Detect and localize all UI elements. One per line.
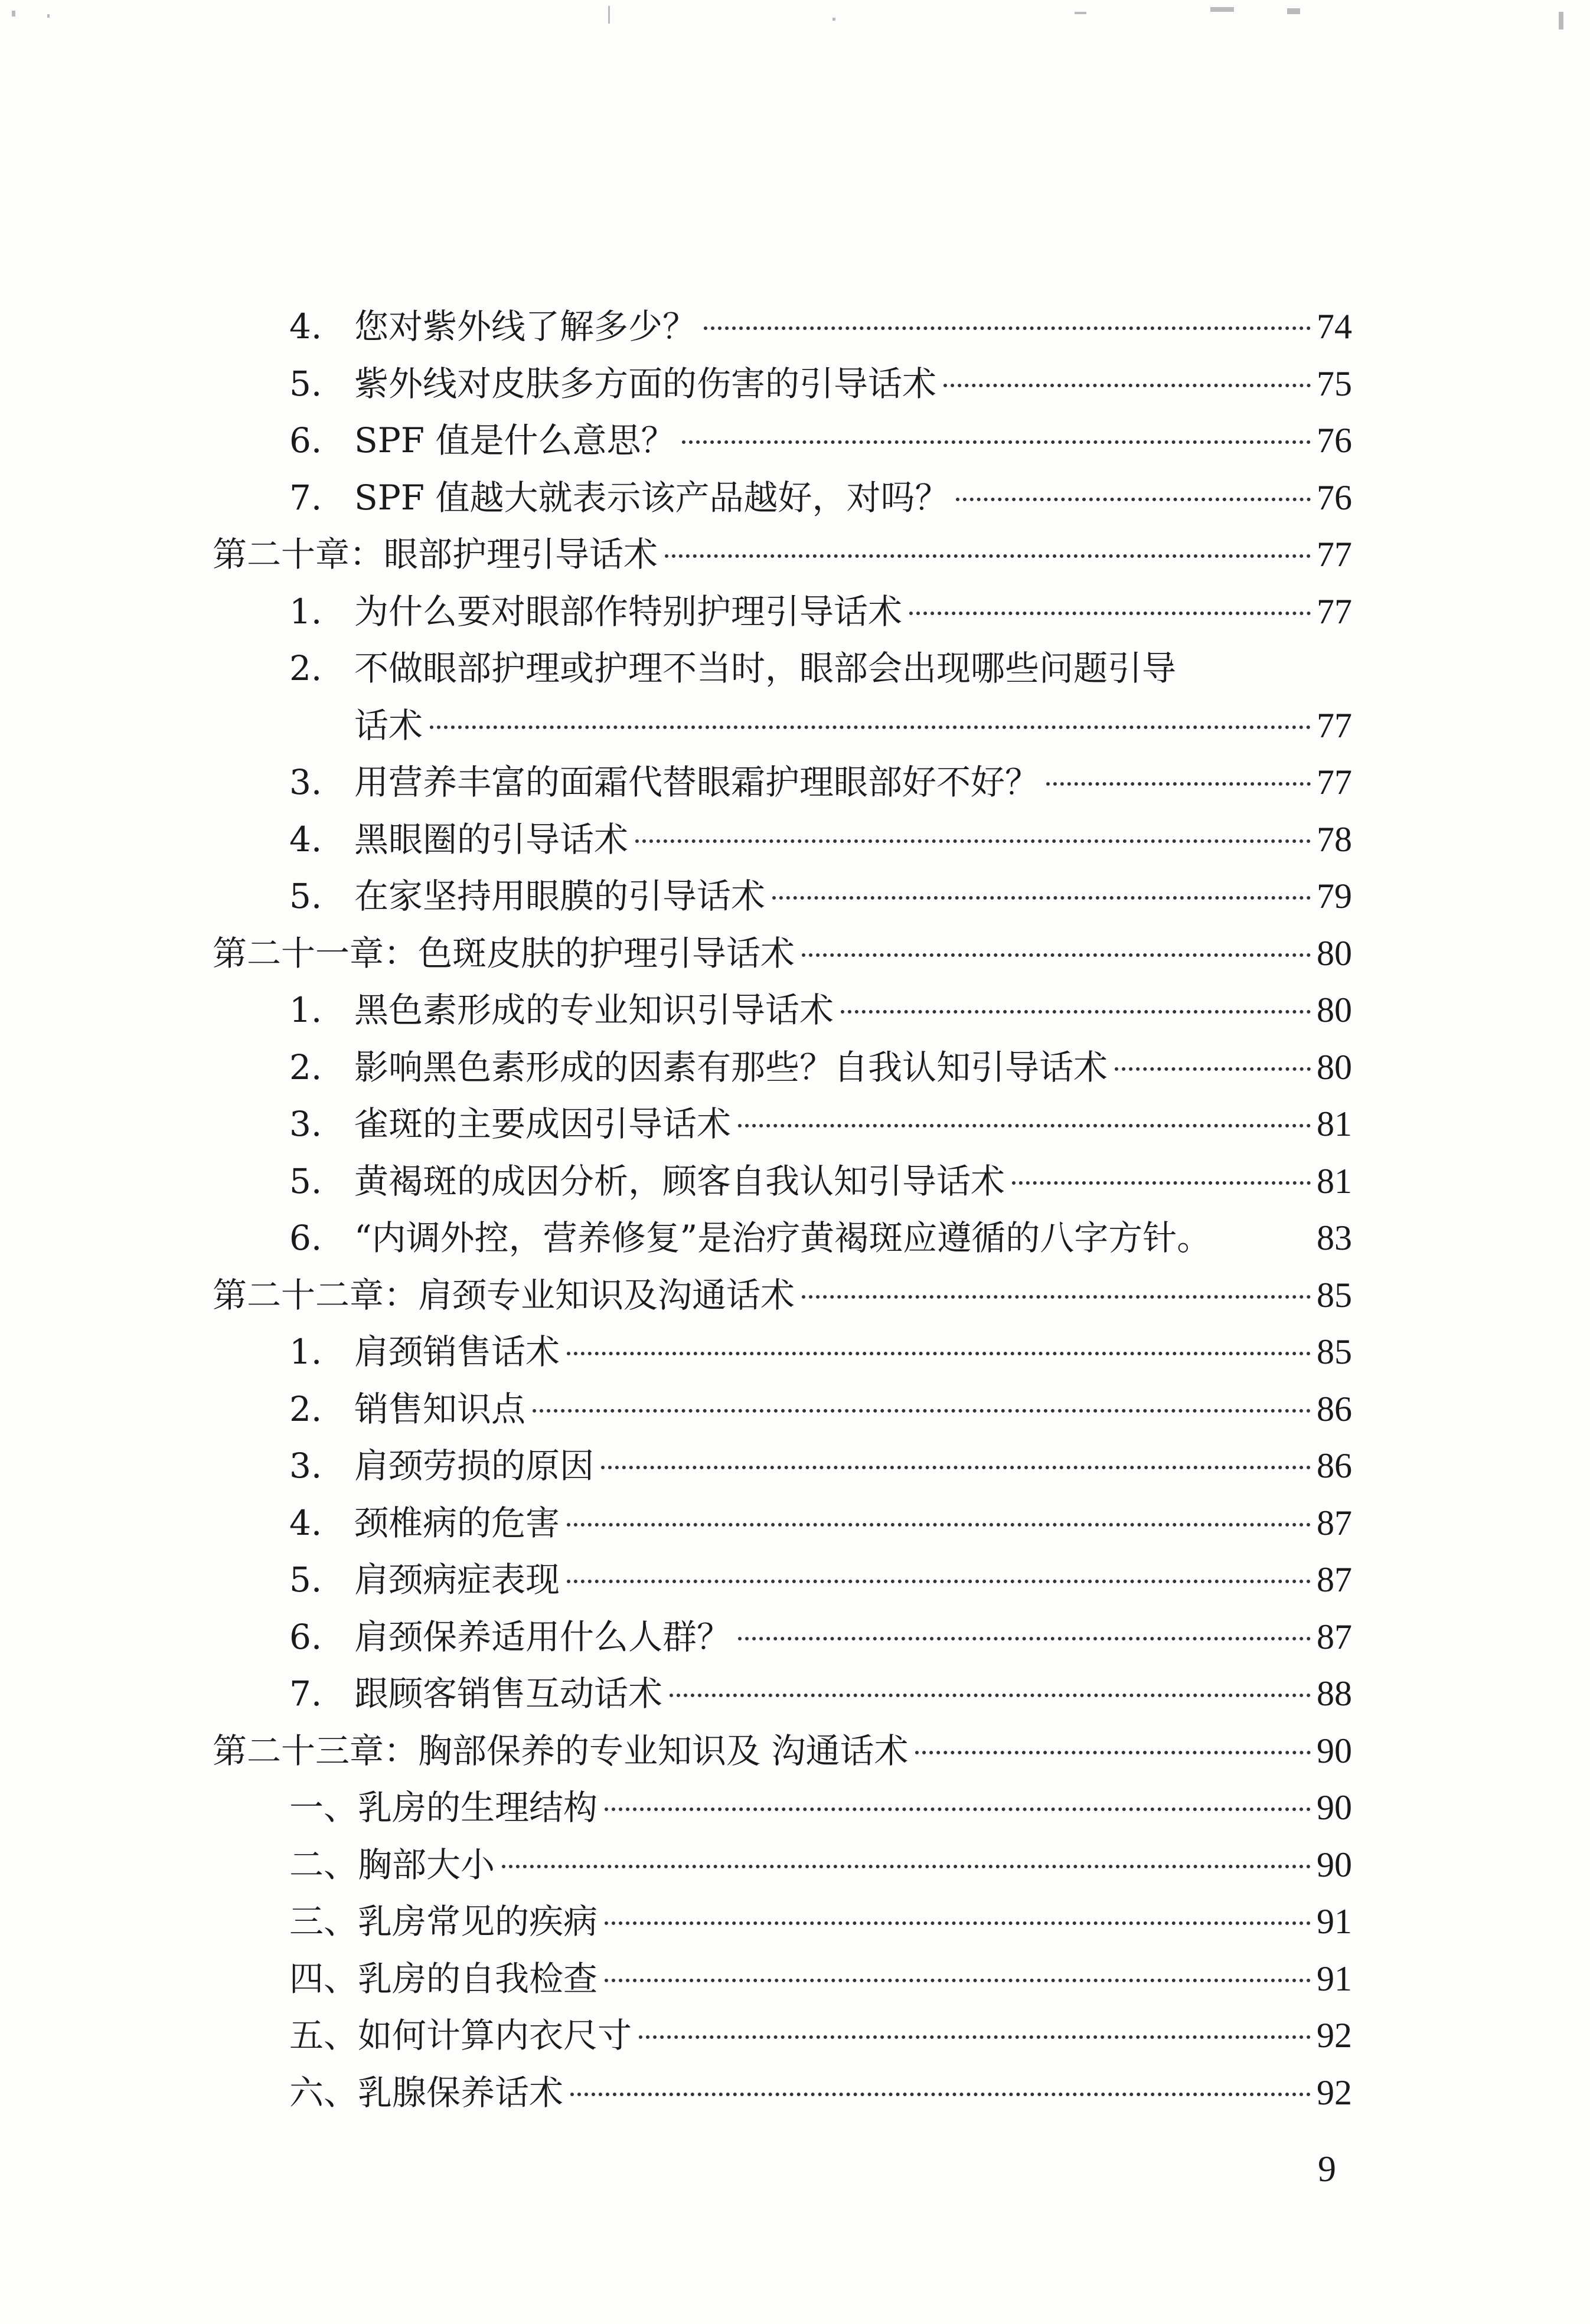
dot-leader xyxy=(841,1010,1311,1014)
dot-leader xyxy=(567,1523,1311,1527)
toc-page-number: 81 xyxy=(1317,1161,1352,1201)
toc-entry-title: 六、乳腺保养话术 xyxy=(289,2072,564,2113)
toc-page-number: 92 xyxy=(1317,2016,1352,2055)
toc-page-number: 91 xyxy=(1317,1959,1352,1998)
dot-leader xyxy=(738,1637,1311,1640)
toc-chapter[interactable] xyxy=(213,1267,1352,1324)
toc-page-number: 75 xyxy=(1317,364,1352,403)
toc-entry[interactable] xyxy=(213,2007,1352,2064)
toc-entry[interactable] xyxy=(213,412,1352,469)
toc-entry[interactable] xyxy=(213,298,1352,355)
toc-entry-title: 第二十二章：肩颈专业知识及沟通话术 xyxy=(213,1274,795,1315)
toc-page-number: 80 xyxy=(1317,991,1352,1029)
toc-entry-title: 第二十三章：胸部保养的专业知识及 沟通话术 xyxy=(213,1730,909,1771)
toc-entry-number: 5. xyxy=(289,1560,322,1600)
toc-entry[interactable] xyxy=(213,469,1352,527)
toc-entry-title: 跟顾客销售互动话术 xyxy=(354,1673,663,1714)
dot-leader xyxy=(1012,1181,1311,1185)
toc-entry[interactable] xyxy=(213,1210,1352,1267)
dot-leader xyxy=(670,1694,1311,1697)
dot-leader xyxy=(682,440,1311,444)
dot-leader xyxy=(772,896,1311,900)
toc-entry-number: 5. xyxy=(289,363,322,404)
toc-entry-number: 1. xyxy=(289,591,322,632)
toc-page-number: 86 xyxy=(1317,1446,1352,1485)
toc-entry-number: 5. xyxy=(289,876,322,916)
toc-entry-title: 黄褐斑的成因分析，顾客自我认知引导话术 xyxy=(354,1161,1005,1201)
toc-entry[interactable] xyxy=(213,1437,1352,1495)
dot-leader xyxy=(802,1295,1311,1299)
toc-entry[interactable] xyxy=(213,982,1352,1039)
toc-entry-title: 肩颈劳损的原因 xyxy=(354,1446,595,1486)
toc-entry[interactable] xyxy=(213,1381,1352,1438)
dot-leader xyxy=(635,839,1311,843)
toc-entry-title: 为什么要对眼部作特别护理引导话术 xyxy=(354,591,903,632)
toc-page-number: 77 xyxy=(1317,535,1352,574)
dot-leader xyxy=(909,612,1311,615)
dot-leader xyxy=(943,384,1311,387)
toc-entry[interactable] xyxy=(213,640,1352,754)
toc-entry-title: 不做眼部护理或护理不当时，眼部会出现哪些问题引导 xyxy=(354,648,1177,688)
toc-entry-number: 3. xyxy=(289,1446,322,1486)
toc-page-number: 88 xyxy=(1317,1674,1352,1713)
scan-artifacts xyxy=(0,0,1590,35)
toc-entry-title: 紫外线对皮肤多方面的伤害的引导话术 xyxy=(354,363,937,404)
dot-leader xyxy=(605,1979,1311,1982)
toc-entry-title: SPF 值越大就表示该产品越好，对吗？ xyxy=(354,477,949,518)
toc-entry-title: 四、乳房的自我检查 xyxy=(289,1958,598,1999)
toc-entry-title: 销售知识点 xyxy=(354,1388,526,1429)
toc-entry-number: 6. xyxy=(289,1616,322,1657)
toc-entry[interactable] xyxy=(213,1039,1352,1096)
dot-leader xyxy=(567,1580,1311,1583)
toc-entry-number: 5. xyxy=(289,1161,322,1201)
toc-page-number: 78 xyxy=(1317,819,1352,859)
dot-leader xyxy=(738,1124,1311,1127)
toc-entry-title: 三、乳房常见的疾病 xyxy=(289,1901,598,1941)
toc-entry-number: 4. xyxy=(289,819,322,859)
toc-entry-title: 雀斑的主要成因引导话术 xyxy=(354,1104,732,1144)
toc-page-number: 92 xyxy=(1317,2073,1352,2112)
toc-entry-number: 6. xyxy=(289,420,322,460)
toc-entry-title: 黑眼圈的引导话术 xyxy=(354,819,629,859)
toc-page-number: 80 xyxy=(1317,1047,1352,1087)
toc-entry[interactable] xyxy=(213,355,1352,413)
toc-entry-title: 第二十一章：色斑皮肤的护理引导话术 xyxy=(213,933,795,973)
toc-entry-number: 7. xyxy=(289,477,322,518)
toc-entry-title: 在家坚持用眼膜的引导话术 xyxy=(354,876,766,916)
toc-entry-title: 第二十章：眼部护理引导话术 xyxy=(213,534,658,574)
toc-entry-number: 3. xyxy=(289,762,322,802)
dot-leader xyxy=(430,725,1311,729)
toc-page-number: 83 xyxy=(1317,1218,1352,1257)
toc-entry[interactable] xyxy=(213,1495,1352,1552)
dot-leader xyxy=(1046,782,1311,786)
toc-entry-number: 3. xyxy=(289,1104,322,1144)
toc-entry[interactable] xyxy=(213,1551,1352,1609)
toc-page-number: 81 xyxy=(1317,1104,1352,1143)
toc-entry-title: SPF 值是什么意思？ xyxy=(354,420,675,460)
toc-entry[interactable] xyxy=(213,1950,1352,2008)
toc-entry[interactable] xyxy=(213,1323,1352,1381)
dot-leader xyxy=(704,326,1311,330)
toc-chapter[interactable] xyxy=(213,1722,1352,1780)
toc-entry-title: 黑色素形成的专业知识引导话术 xyxy=(354,990,834,1030)
toc-page-number: 77 xyxy=(1317,591,1352,631)
toc-entry-title: 一、乳房的生理结构 xyxy=(289,1787,598,1828)
toc-entry-title: “内调外控，营养修复”是治疗黄褐斑应遵循的八字方针。 xyxy=(354,1218,1212,1258)
toc-entry-number: 2. xyxy=(289,648,322,688)
toc-entry[interactable] xyxy=(213,754,1352,811)
toc-entry[interactable] xyxy=(213,1893,1352,1950)
toc-entry-number: 7. xyxy=(289,1673,322,1714)
dot-leader xyxy=(915,1751,1311,1754)
toc-entry-number: 4. xyxy=(289,306,322,347)
dot-leader xyxy=(601,1466,1311,1469)
toc-page-number: 87 xyxy=(1317,1560,1352,1599)
toc-page-number: 86 xyxy=(1317,1389,1352,1429)
toc-page-number: 85 xyxy=(1317,1332,1352,1371)
dot-leader xyxy=(605,1807,1311,1811)
toc-page-number: 76 xyxy=(1317,478,1352,517)
toc-entry[interactable] xyxy=(213,811,1352,868)
toc-entry-number: 6. xyxy=(289,1218,322,1258)
dot-leader xyxy=(665,554,1311,558)
toc-entry[interactable] xyxy=(213,2064,1352,2122)
toc-entry-title: 二、胸部大小 xyxy=(289,1844,495,1885)
toc-chapter[interactable] xyxy=(213,925,1352,982)
toc-entry-title: 肩颈销售话术 xyxy=(354,1332,560,1372)
toc-page-number: 87 xyxy=(1317,1617,1352,1656)
toc-entry-number: 2. xyxy=(289,1047,322,1087)
toc-entry[interactable] xyxy=(213,1096,1352,1153)
page-number: 9 xyxy=(1318,2149,1336,2189)
dot-leader xyxy=(956,498,1311,501)
toc-page-number: 77 xyxy=(1317,763,1352,802)
table-of-contents xyxy=(213,298,1352,2121)
toc-page-number: 76 xyxy=(1317,421,1352,460)
toc-chapter[interactable] xyxy=(213,526,1352,583)
toc-page-number: 90 xyxy=(1317,1731,1352,1770)
dot-leader xyxy=(502,1865,1311,1868)
toc-entry-title: 颈椎病的危害 xyxy=(354,1502,560,1543)
toc-entry-title: 您对紫外线了解多少？ xyxy=(354,306,697,347)
toc-entry-number: 1. xyxy=(289,1332,322,1372)
dot-leader xyxy=(1115,1067,1311,1071)
toc-page-number: 91 xyxy=(1317,1902,1352,1941)
dot-leader xyxy=(567,1352,1311,1355)
toc-entry-title: 肩颈保养适用什么人群？ xyxy=(354,1616,732,1657)
toc-entry[interactable] xyxy=(213,1665,1352,1722)
toc-entry[interactable] xyxy=(213,1153,1352,1210)
toc-entry[interactable] xyxy=(213,868,1352,925)
toc-entry-title: 用营养丰富的面霜代替眼霜护理眼部好不好？ xyxy=(354,762,1040,802)
toc-entry[interactable] xyxy=(213,1836,1352,1894)
toc-entry-title: 影响黑色素形成的因素有那些？自我认知引导话术 xyxy=(354,1047,1108,1087)
dot-leader xyxy=(639,2035,1311,2039)
dot-leader xyxy=(605,1921,1311,1925)
toc-page-number: 90 xyxy=(1317,1845,1352,1884)
toc-page-number: 90 xyxy=(1317,1788,1352,1827)
toc-entry[interactable] xyxy=(213,583,1352,640)
toc-entry-number: 2. xyxy=(289,1388,322,1429)
toc-entry-title: 五、如何计算内衣尺寸 xyxy=(289,2015,632,2055)
toc-entry-title: 肩颈病症表现 xyxy=(354,1560,560,1600)
toc-page-number: 80 xyxy=(1317,933,1352,973)
toc-entry[interactable] xyxy=(213,1609,1352,1666)
toc-page-number: 87 xyxy=(1317,1503,1352,1542)
toc-entry-number: 1. xyxy=(289,990,322,1030)
dot-leader xyxy=(570,2093,1311,2096)
toc-page-number: 77 xyxy=(1317,705,1352,745)
toc-page-number: 85 xyxy=(1317,1275,1352,1315)
toc-entry-title-continued: 话术 xyxy=(354,705,423,746)
toc-entry[interactable] xyxy=(213,1779,1352,1836)
toc-entry-number: 4. xyxy=(289,1502,322,1543)
dot-leader xyxy=(533,1409,1311,1413)
dot-leader xyxy=(802,953,1311,957)
toc-page-number: 79 xyxy=(1317,877,1352,916)
toc-page-number: 74 xyxy=(1317,307,1352,346)
